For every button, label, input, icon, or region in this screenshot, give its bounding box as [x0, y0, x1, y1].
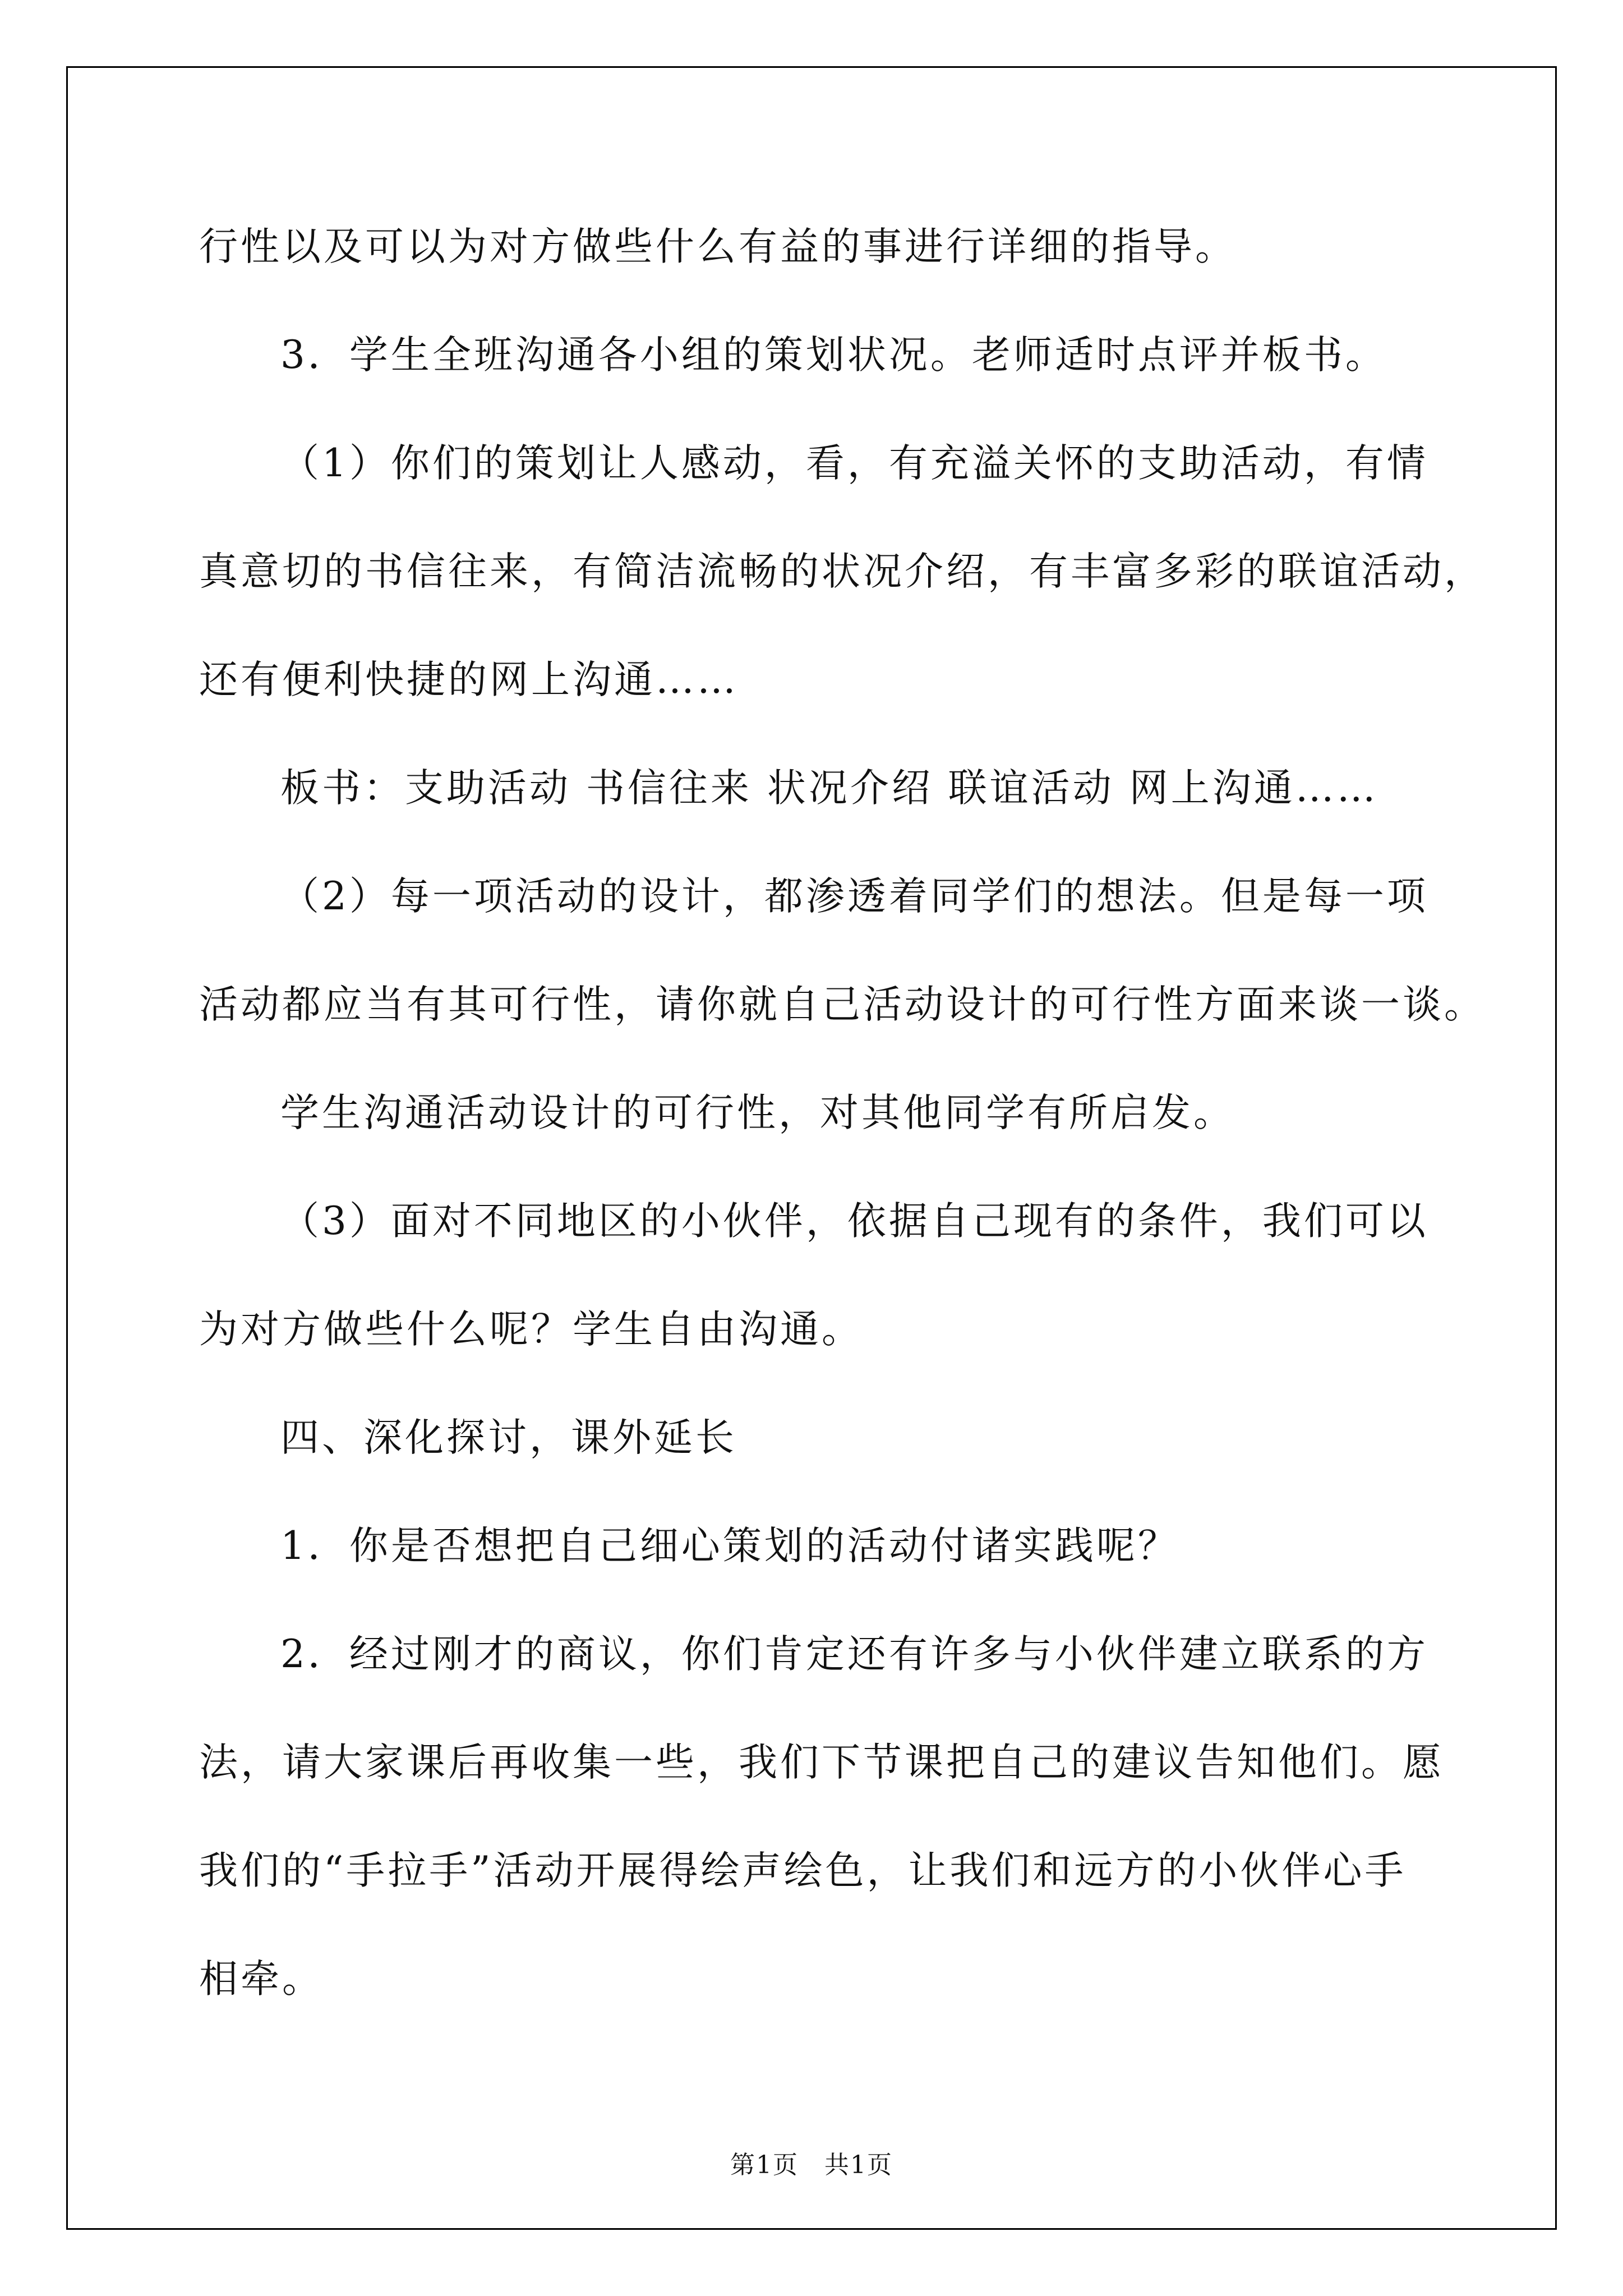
- paragraph-line: 1．你是否想把自己细心策划的活动付诸实践呢？: [280, 1524, 1179, 1568]
- paragraph-line: 真意切的书信往来，有简洁流畅的状况介绍，有丰富多彩的联谊活动，: [199, 549, 1486, 594]
- paragraph-line: （2）每一项活动的设计，都渗透着同学们的想法。但是每一项: [280, 874, 1428, 919]
- paragraph-line: 2．经过刚才的商议，你们肯定还有许多与小伙伴建立联系的方: [280, 1632, 1428, 1677]
- paragraph-line: 法，请大家课后再收集一些，我们下节课把自己的建议告知他们。愿: [199, 1740, 1444, 1785]
- paragraph-line: 3．学生全班沟通各小组的策划状况。老师适时点评并板书。: [280, 333, 1387, 378]
- paragraph-line: 板书：支助活动 书信往来 状况介绍 联谊活动 网上沟通……: [280, 766, 1378, 811]
- paragraph-line: 行性以及可以为对方做些什么有益的事进行详细的指导。: [199, 224, 1237, 269]
- paragraph-line: 还有便利快捷的网上沟通……: [199, 657, 739, 702]
- page-number-footer: 第1页 共1页: [730, 2151, 893, 2179]
- paragraph-line: 为对方做些什么呢？学生自由沟通。: [199, 1307, 863, 1352]
- paragraph-line: 学生沟通活动设计的可行性，对其他同学有所启发。: [280, 1091, 1235, 1135]
- paragraph-line: 活动都应当有其可行性，请你就自己活动设计的可行性方面来谈一谈。: [199, 982, 1486, 1027]
- section-heading: 四、深化探讨，课外延长: [280, 1415, 737, 1460]
- paragraph-line: （3）面对不同地区的小伙伴，依据自己现有的条件，我们可以: [280, 1199, 1428, 1244]
- page-border: [66, 66, 1557, 2230]
- paragraph-line: 我们的“手拉手”活动开展得绘声绘色，让我们和远方的小伙伴心手: [199, 1848, 1407, 1893]
- paragraph-line: 相牵。: [199, 1957, 324, 2001]
- paragraph-line: （1）你们的策划让人感动，看，有充溢关怀的支助活动，有情: [280, 441, 1428, 486]
